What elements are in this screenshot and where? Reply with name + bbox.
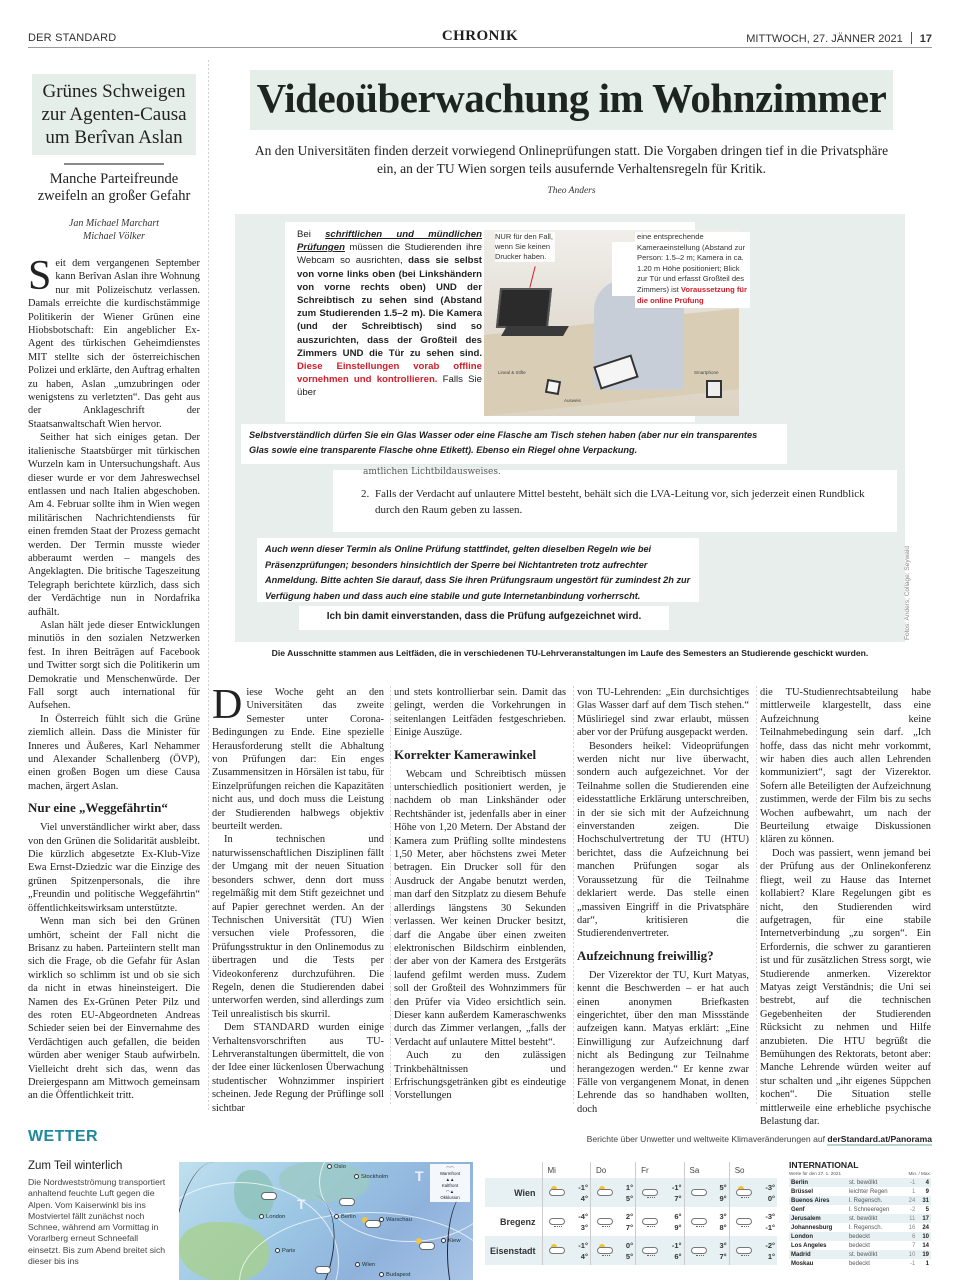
forecast-city: Eisenstadt — [485, 1236, 542, 1265]
paragraph: In Österreich fühlt sich die Grüne ziemlich allein. Dass die Minister für Inneres und Äußeres, Karl Nehammer und Alexander Schallenberg (ÖVP), einen großen Bogen um diese Causa machen, ärgert Aslan. — [28, 713, 200, 792]
column-divider — [208, 60, 209, 1110]
cold-front-icon: ▲▲ — [445, 1177, 455, 1182]
masthead — [28, 0, 932, 48]
temp-min: -1° — [578, 1182, 588, 1192]
arrow-icon — [529, 266, 535, 288]
main-body-column-2 — [394, 686, 566, 1103]
cloud-icon — [315, 1266, 331, 1274]
international-weather — [789, 1160, 931, 1268]
forecast-cell — [729, 1178, 777, 1207]
cloud-rain-icon — [595, 1214, 615, 1229]
page-number: 17 — [919, 33, 932, 45]
collage-card-webcam — [285, 222, 747, 422]
photo-label-pens: Lineal & Stifte — [498, 370, 526, 375]
international-row — [789, 1223, 931, 1232]
intl-city: Johannesburg — [791, 1224, 833, 1231]
intl-min: 16 — [908, 1224, 916, 1231]
intl-city: Moskau — [791, 1260, 814, 1267]
paragraph: Seit dem vergangenen September kann Berîvan Aslan ihre Wohnung nur mit Polizeischutz verlassen. Damals erreichte die kurdischstämmige Politikerin der Wiener Grünen eine Hiobsbotschaft: Ein angeblicher Ex-Agent des türkischen Geheimdienstes MIT stellte sich der österreichischen Polizei und erklärte, den Auftrag erhalten zu haben, Aslan „umzubringen oder wenigstens zu verletzten“. Das geht aus der Anklageschrift der Staatsanwaltschaft Wien hervor. — [28, 253, 200, 430]
issue-date-page — [746, 32, 932, 45]
forecast-cell — [684, 1207, 729, 1236]
section-heading: Nur eine „Weggefährtin“ — [28, 800, 168, 816]
forecast-row — [485, 1207, 777, 1236]
paragraph: Der Vizerektor der TU, Kurt Matyas, kennt die Beschwerden – er hat auch einen anonymen Briefkasten eingerichtet, über den man Missstände aufzeigen kann. Matyas erklärt: „Eine Einwilligung zur Aufzeichnung darf nicht als Bedingung zur Teilnahme herangezogen werden.“ Er kenne zwar Fälle von vergangenem Monat, in denen Lehrende das so handhaben wollten, doch — [577, 969, 749, 1115]
forecast-city: Wien — [485, 1178, 542, 1207]
forecast-city: Bregenz — [499, 1216, 536, 1227]
main-headline-box — [250, 70, 893, 130]
paragraph: Dem STANDARD wurden einige Verhaltensvorschriften aus TU-Lehrveranstaltungen übermittelt, die von der Idee einer lückenlosen Überwachung studentischer Wohnzimmer inspiriert scheinen. Jede Regung der Prüflinge soll sichtbar — [212, 1022, 384, 1114]
temp-max: 8° — [719, 1222, 727, 1232]
temp-min: 3° — [719, 1240, 727, 1250]
forecast-cell — [684, 1236, 729, 1265]
map-city: London — [259, 1214, 285, 1220]
section-title: CHRONIK — [441, 28, 519, 44]
weather-title: WETTER — [28, 1128, 98, 1145]
intl-max: 9 — [925, 1188, 929, 1195]
temp-min: -3° — [765, 1211, 775, 1221]
publication-name: DER STANDARD — [28, 32, 117, 44]
forecast-cell — [636, 1236, 684, 1265]
intl-max: 14 — [922, 1242, 929, 1249]
forecast-row — [485, 1236, 777, 1265]
occlusion-icon: ◠▲ — [445, 1189, 455, 1194]
intl-min: 1 — [911, 1188, 916, 1195]
temp-max: 6° — [674, 1251, 682, 1261]
sun-cloud-icon — [547, 1243, 567, 1258]
forecast-cell — [542, 1178, 590, 1207]
intl-condition: l. Regensch. — [847, 1196, 904, 1205]
side-article — [28, 60, 200, 1103]
temp-min: -3° — [765, 1182, 775, 1192]
austria-forecast-table — [485, 1162, 777, 1265]
intl-max: 5 — [925, 1206, 929, 1213]
sun-snow-icon — [734, 1185, 754, 1200]
temp-min: -1° — [671, 1182, 682, 1192]
intl-condition: st. bewölkt — [847, 1214, 904, 1223]
forecast-cell — [590, 1207, 635, 1236]
temp-max: 0° — [767, 1193, 775, 1203]
panorama-link[interactable]: derStandard.at/Panorama — [827, 1134, 932, 1144]
section-heading: Aufzeichnung freiwillig? — [577, 947, 714, 963]
map-city: Kiew — [441, 1238, 461, 1244]
cloud-icon — [689, 1185, 709, 1200]
day-header: Sa — [684, 1162, 729, 1178]
cloud-rain-icon — [640, 1214, 660, 1229]
temp-max: 5° — [625, 1193, 634, 1203]
cut-line: amtlichen Lichtbildausweises. — [363, 467, 501, 477]
forecast-cell — [684, 1178, 729, 1207]
column-divider — [573, 686, 574, 1106]
issue-date: MITTWOCH, 27. JÄNNER 2021 — [746, 33, 903, 45]
map-city: Warschau — [379, 1217, 412, 1223]
intl-city: Madrid — [789, 1250, 847, 1259]
intl-condition: l. Schneeregen — [848, 1206, 890, 1213]
forecast-cell — [590, 1178, 635, 1207]
guideline-collage — [235, 214, 905, 642]
paragraph: Viel unverständlicher wirkt aber, dass von den Grünen die Solidarität ausbleibt. Die kürzlich abgesetzte Ex-Klub-Vize Ewa Ernst-Dziedzic war die Einzige des grünen Spitzenpersonals, die ihre „Freundin und politische Weggefährtin“ öffentlichkeitswirksam unterstützte. — [28, 822, 200, 914]
intl-max: 31 — [917, 1196, 931, 1205]
temp-min: 0° — [625, 1240, 634, 1250]
low-pressure-icon: T — [415, 1168, 424, 1184]
international-row — [789, 1214, 931, 1223]
sun-cloud-icon — [547, 1185, 567, 1200]
intl-condition: l. Regensch. — [848, 1224, 883, 1231]
temp-min: 6° — [674, 1211, 682, 1221]
day-header: Fr — [636, 1162, 684, 1178]
temp-max: 4° — [580, 1193, 588, 1203]
paragraph: Auch zu den zulässigen Trinkbehältnissen und Erfrischungsgetränken gibt es eindeutige Vorstellungen — [394, 1050, 566, 1102]
temp-min: 3° — [719, 1211, 727, 1221]
divider — [64, 163, 164, 165]
side-headline: Grünes Schweigen zur Agenten-Causa um Berîvan Aslan — [41, 81, 187, 148]
intl-max: 24 — [922, 1224, 929, 1231]
intl-city: Jerusalem — [789, 1214, 847, 1223]
international-row — [789, 1196, 931, 1205]
side-article-body — [28, 253, 200, 1103]
sun-snow-icon — [595, 1243, 615, 1258]
forecast-cell — [542, 1236, 590, 1265]
separator — [911, 32, 912, 44]
temp-min: 2° — [625, 1211, 634, 1221]
intl-max: 17 — [917, 1214, 931, 1223]
column-divider — [390, 686, 391, 1106]
temp-min: -4° — [578, 1211, 588, 1221]
forecast-cell — [729, 1236, 777, 1265]
smartphone-marker — [706, 380, 722, 398]
temp-max: 7° — [625, 1222, 634, 1232]
main-byline: Theo Anders — [547, 186, 596, 196]
paragraph: In technischen und naturwissenschaftlichen Disziplinen fällt der Umgang mit der neuen Situation besonders schwer, denn dort muss regelmäßig mit dem Stift gezeichnet und auf Papier gerechnet werden. An der Technischen Universität (TU) Wien versuchen viele Professoren, die Prüfungsstruktur in den Onlinemodus zu übertragen und die Tests per Videokonferenz durchzuführen. Die Regeln, denen die Studierenden dabei unterworfen werden, sind allerdings zum Teil unrealistisch bis skurril. — [212, 834, 384, 1020]
intl-min: 24 — [904, 1196, 918, 1205]
collage-card-water: Selbstverständlich dürfen Sie ein Glas Wasser oder eine Flasche am Tisch stehen haben (aber nur ein transparentes Glas sowie eine transparente Flasche ohne Etikett). Ebenso ein Riegel ohne Verpackung. — [241, 424, 787, 464]
photo-label-id: Ausweis — [564, 398, 581, 403]
side-authors — [28, 217, 200, 243]
collage-card-rules: Auch wenn dieser Termin als Online Prüfung stattfindet, gelten dieselben Regeln wie bei Präsenzprüfungen; besonders hinsichtlich der Sperre bei Nichtantreten trotz aufrechter Anmeldung. Bitte achten Sie darauf, dass Sie ihren Prüfungsraum ungestört für zumindest 2h zur Verfügung haben und dass auch eine stabile und gute Internetanbindung vorherrscht. — [257, 538, 699, 602]
intl-condition: leichter Regen — [848, 1188, 888, 1195]
intl-max: 10 — [917, 1232, 931, 1241]
weather-text: Die Nordwestströmung transportiert anhaltend feuchte Luft gegen die Alpen. Vom Kaiserwinkl bis ins Mostviertel fällt zunächst noch Schnee, während am Vormittag in Vorarlberg erneut Schneefall einsetzt. Bis zum Abend breitet sich dieser bis ins — [28, 1177, 166, 1267]
cloud-snow-icon — [734, 1214, 754, 1229]
cloud-rain-icon — [689, 1214, 709, 1229]
paragraph: Diese Woche geht an den Universitäten das zweite Semester unter Corona-Bedingungen zu Ende. Eine spezielle Herausforderung stellt die Abhaltung von Prüfungen dar: Ein enges Zusammensitzen in Hörsälen ist tabu, für Einzelprüfungen reichen die Kapazitäten nicht aus, und doch muss die Leistung der Studierenden halbwegs objektiv beurteilt werden. — [212, 682, 384, 833]
intl-min: 10 — [904, 1250, 918, 1259]
cloud-icon — [419, 1242, 435, 1250]
collage-card-consent: Ich bin damit einverstanden, dass die Prüfung aufgezeichnet wird. — [299, 606, 669, 630]
intl-condition: st. bewölkt — [847, 1178, 904, 1187]
paragraph: von TU-Lehrenden: „Ein durchsichtiges Glas Wasser darf auf dem Tisch stehen.“ Müsliriegel sind zwar erlaubt, müssen aber vor der Prüfung ausgepackt werden. — [577, 687, 749, 739]
cloud-sleet-icon — [547, 1214, 567, 1229]
photo-credit: Fotos: Anders; Collage: Seywald — [904, 546, 911, 640]
intl-min: -1 — [909, 1260, 916, 1267]
side-headline-box — [32, 74, 196, 155]
author: Michael Völker — [83, 231, 145, 242]
intl-min: -2 — [909, 1206, 916, 1213]
cloud-rain-icon — [640, 1243, 660, 1258]
intl-max: 4 — [917, 1178, 931, 1187]
cloud-icon — [339, 1198, 355, 1206]
international-title: INTERNATIONAL — [789, 1160, 859, 1170]
forecast-cell — [636, 1178, 684, 1207]
forecast-cell — [636, 1207, 684, 1236]
collage-card-roundview — [333, 467, 897, 532]
paragraph: die TU-Studienrechtsabteilung habe mittlerweile klargestellt, dass eine Aufzeichnung keine Teilnahmebedingung sein darf. „Ich hoffe, dass das nicht mehr vorkommt, wir haben dies auch allen Lehrenden kommuniziert“, sagt der Vizerektor. Sofern alle Beteiligten der Aufzeichnung zustimmen, werde der Film bis zu sechs Wochen aufbewahrt, um nach der Beurteilung etwaige Diskussionen klären zu können. — [760, 687, 931, 846]
laptop-base — [501, 326, 569, 336]
cloud-icon — [261, 1192, 277, 1200]
international-row — [789, 1178, 931, 1187]
cloud-rain-icon — [689, 1243, 709, 1258]
intl-min: 7 — [911, 1242, 916, 1249]
paragraph: und stets kontrollierbar sein. Damit das gelingt, werden die Vorkehrungen in seitenlangen Leitfäden festgeschrieben. Einige Auszüge. — [394, 687, 566, 739]
temp-min: -1° — [578, 1240, 588, 1250]
intl-city: Brüssel — [791, 1188, 814, 1195]
main-body-column-3 — [577, 686, 749, 1116]
intl-city: London — [789, 1232, 847, 1241]
printer-note: NUR für den Fall, wenn Sie keinen Drucker haben. — [495, 232, 555, 262]
cloud-rain-icon — [640, 1185, 660, 1200]
side-subheadline: Manche Parteifreunde zweifeln an großer Gefahr — [37, 171, 191, 204]
temp-min: 1° — [625, 1182, 634, 1192]
paragraph: Doch was passiert, wenn jemand bei der Prüfung aus der Onlinekonferenz fliegt, weil zu Hause das Internet kollabiert? Klare Regelungen gibt es nicht, den Studierenden wird aufgetragen, für eine stabile Internetverbindung „zu sorgen“. Ein Erfordernis, die schwer zu garantieren ist und für zusätzlichen Stress sorgt, wie Studierende anmerken. Vizerektor Matyas zeigt Verständnis; die Uni sei bestrebt, auf die technischen Gegebenheiten der Studierenden Rücksicht zu nehmen und Hilfe anzubieten. Die HTU begrüßt die Bemühungen des Rektorats, betont aber: Manche Lehrende würden weiter auf stur schalten und „ihr eigenes Süppchen kochen“. Die Situation stelle mittlerweile eine erhebliche psychische Belastung dar. — [760, 847, 931, 1127]
day-header: Do — [590, 1162, 635, 1178]
warm-front-icon: ◠◠ — [446, 1165, 454, 1170]
intl-city: Buenos Aires — [789, 1196, 847, 1205]
international-row — [789, 1205, 931, 1214]
temp-max: -1° — [765, 1222, 775, 1232]
intl-min: -1 — [904, 1178, 918, 1187]
intl-max: 1 — [925, 1260, 929, 1267]
temp-max: 3° — [580, 1222, 588, 1232]
forecast-cell — [729, 1207, 777, 1236]
temp-max: 9° — [719, 1193, 727, 1203]
paragraph: Aslan hält jede dieser Entwicklungen minutiös in den sozialen Netzwerken fest. In ihren Beiträgen auf Facebook und Twitter sorgt sich die Politikerin um Demokratie und Menschenwürde. Der Fall sorgt auch international für Aufsehen. — [28, 619, 200, 712]
sun-cloud-icon — [595, 1185, 615, 1200]
map-city: Oslo — [327, 1164, 346, 1170]
cloud-icon — [365, 1220, 381, 1228]
intl-min: 11 — [904, 1214, 918, 1223]
minmax-label: Min. / Max. — [908, 1171, 931, 1176]
map-city: Stockholm — [354, 1174, 388, 1180]
paragraph: Besonders heikel: Videoprüfungen werden nicht nur live überwacht, sondern auch aufgezeichnet. Vor der Teilnahme sollen die Studierenden eine eidesstattliche Erklärung unterschreiben, in der sie sich mit der Aufzeichnung einverstanden zeigen. Die Hochschulvertretung der TU (HTU) berichtet, dass die Aufzeichnung bei manchen Prüfungen sogar als Voraussetzung für die Teilnahme deklariert werde. Das stelle einen „massiven Eingriff in die Privatsphäre dar“, kritisieren die Studierendenvertreter. — [577, 740, 749, 940]
international-row — [789, 1259, 931, 1268]
international-row — [789, 1187, 931, 1196]
main-body-column-1 — [212, 682, 384, 1115]
weather-map — [179, 1162, 473, 1280]
intl-city: Genf — [791, 1206, 805, 1213]
camera-note: eine entsprechende Kameraeinstellung (Abstand zur Person: 1.5–2 m; Kamera in ca. 1.20 m Höhe positioniert; Blick zur Tür und erfasst Großteil des Zimmers) ist Voraussetzung für die online Prüfung — [635, 232, 750, 308]
day-header: Mi — [542, 1162, 590, 1178]
day-header: So — [729, 1162, 777, 1178]
temp-max: 7° — [719, 1251, 727, 1261]
forecast-row — [485, 1178, 777, 1207]
forecast-cell — [590, 1236, 635, 1265]
dropcap: S — [28, 253, 52, 299]
intl-city: Berlin — [789, 1178, 847, 1187]
international-row — [789, 1250, 931, 1259]
column-divider — [756, 686, 757, 1106]
paragraph: Wenn man sich bei den Grünen umhört, scheint der Fall nicht die Brisanz zu haben. Parteiintern stellt man sich die Frage, ob die Gefahr für Aslan wirklich so schlimm ist und ob sie sich da nicht in etwas hineinsteigert. Die Namen des Ex-Grünen Peter Pilz und des roten EU-Abgeordneten Andreas Schieder seien bei der Einvernahme des Verdächtigen auch gefallen, die beiden würden aber weniger Staub aufwirbeln. Vielleicht dreht sich das, wenn das Dreiergespann am Mittwoch gemeinsam an die Öffentlichkeit tritt. — [28, 916, 200, 1102]
intl-condition: bedeckt — [848, 1260, 870, 1267]
map-city: Paris — [275, 1248, 295, 1254]
main-dek: An den Universitäten finden derzeit vorwiegend Onlineprüfungen statt. Die Vorgaben dringen tief in die Privatsphäre ein, an der TU Wien sorgen teils ausufernde Verhaltensregeln für Kritik. — [254, 143, 889, 176]
paragraph: Seither hat sich einiges getan. Der italienische Staatsbürger mit türkischen Wurzeln kam in Untersuchungshaft. Aus dieser wurde er vor dem Jahreswechsel entlassen und nach Italien abgeschoben. Am 4. Februar sollte ihm in Wien wegen militärischen Nachrichtendiensts für einen fremden Staat der Prozess gemacht werden. Der Termin musste wieder abberaumt werden – mangels des Angeklagten. Die britische Tageszeitung Telegraph berichtete kürzlich, dass sich der Verdächtige nun in Nordafrika aufhält. — [28, 432, 200, 618]
temp-min: -1° — [671, 1240, 682, 1250]
main-headline: Videoüberwachung im Wohnzimmer — [256, 75, 887, 121]
list-item: 2. Falls der Verdacht auf unlautere Mittel besteht, behält sich die LVA-Leitung vor, sich jederzeit einen Rundblick durch den Raum geben zu lassen. — [361, 488, 865, 516]
map-city: Wien — [355, 1262, 375, 1268]
map-city: Budapest — [379, 1272, 411, 1278]
webcam-instructions: Bei schriftlichen und mündlichen Prüfungen müssen die Studierenden ihre Webcam so ausrichten, dass sie selbst von vorne links oben (bei Linkshändern von vorne rechts oben) UND der Schreibtisch zu sehen sind (Abstand zum Studierenden 1.5–2 m). Die Kamera (und der Schreibtisch) sind so auszurichten, dass der Großteil des Zimmers UND die Tür zu sehen sind. Diese Einstellungen vorab offline vornehmen und kontrollieren. Falls Sie über — [297, 229, 482, 399]
intl-condition: st. bewölkt — [847, 1250, 904, 1259]
laptop-icon — [496, 288, 552, 328]
international-row — [789, 1232, 931, 1241]
map-legend: ◠◠ Warmfront ▲▲ Kaltfront ◠▲ Okklusion — [430, 1164, 470, 1202]
temp-max: 9° — [674, 1222, 682, 1232]
low-pressure-icon: T — [297, 1196, 306, 1212]
paragraph: Webcam und Schreibtisch müssen unterschiedlich positioniert werden, je nachdem ob man Linkshänder oder Rechtshänder ist, jedenfalls aber in einer Höhe von 1,20 Metern. Der Abstand der Kamera zum Prüfling sollte mindestens 1,50 Meter, aber höchstens zwei Meter betragen. Ein Drucker soll für den Ausdruck der Angabe benutzt werden, man darf den Sitzplatz zu diesem Behufe allerdings längstens 30 Sekunden verlassen. Wer keinen Drucker besitzt, darf die Angabe über einen zweiten elektronischen Bildschirm einblenden, der aber von der Kamera des Erstgeräts laufend gefilmt werden muss. Zudem soll der Großteil des Wohnzimmers für den Prüfer via Video ersichtlich sein. Dieser kann außerdem Kameraschwenks durch das Zimmer verlangen, „falls der Verdacht auf unlautere Mittel besteht“. — [394, 768, 566, 1048]
international-date: Werte für den 27. 1. 2021 — [789, 1171, 842, 1176]
weather-subtitle: Zum Teil winterlich — [28, 1160, 123, 1172]
forecast-header-row — [485, 1162, 777, 1178]
intl-condition: bedeckt — [847, 1232, 904, 1241]
intl-city: Los Angeles — [791, 1242, 827, 1249]
photo-label-phone: Smartphone — [694, 370, 719, 375]
intl-max: 19 — [917, 1250, 931, 1259]
temp-min: -2° — [765, 1240, 775, 1250]
intl-min: 6 — [904, 1232, 918, 1241]
map-city: Berlin — [334, 1214, 356, 1220]
temp-max: 4° — [580, 1251, 588, 1261]
section-heading: Korrekter Kamerawinkel — [394, 746, 537, 762]
temp-max: 7° — [674, 1193, 682, 1203]
international-row — [789, 1241, 931, 1250]
cloud-snow-icon — [734, 1243, 754, 1258]
dropcap: D — [212, 682, 243, 728]
forecast-cell — [542, 1207, 590, 1236]
temp-max: 5° — [625, 1251, 634, 1261]
temp-min: 5° — [719, 1182, 727, 1192]
collage-caption: Die Ausschnitte stammen aus Leitfäden, die in verschiedenen TU-Lehrveranstaltungen im Laufe des Semesters an Studierende geschickt wurden. — [271, 648, 869, 658]
intl-condition: bedeckt — [848, 1242, 870, 1249]
panorama-note: Berichte über Unwetter und weltweite Klimaveränderungen auf derStandard.at/Panorama — [586, 1134, 932, 1144]
author: Jan Michael Marchart — [68, 218, 160, 229]
id-card-marker — [545, 379, 561, 395]
temp-max: 1° — [767, 1251, 775, 1261]
main-body-column-4 — [760, 686, 931, 1128]
